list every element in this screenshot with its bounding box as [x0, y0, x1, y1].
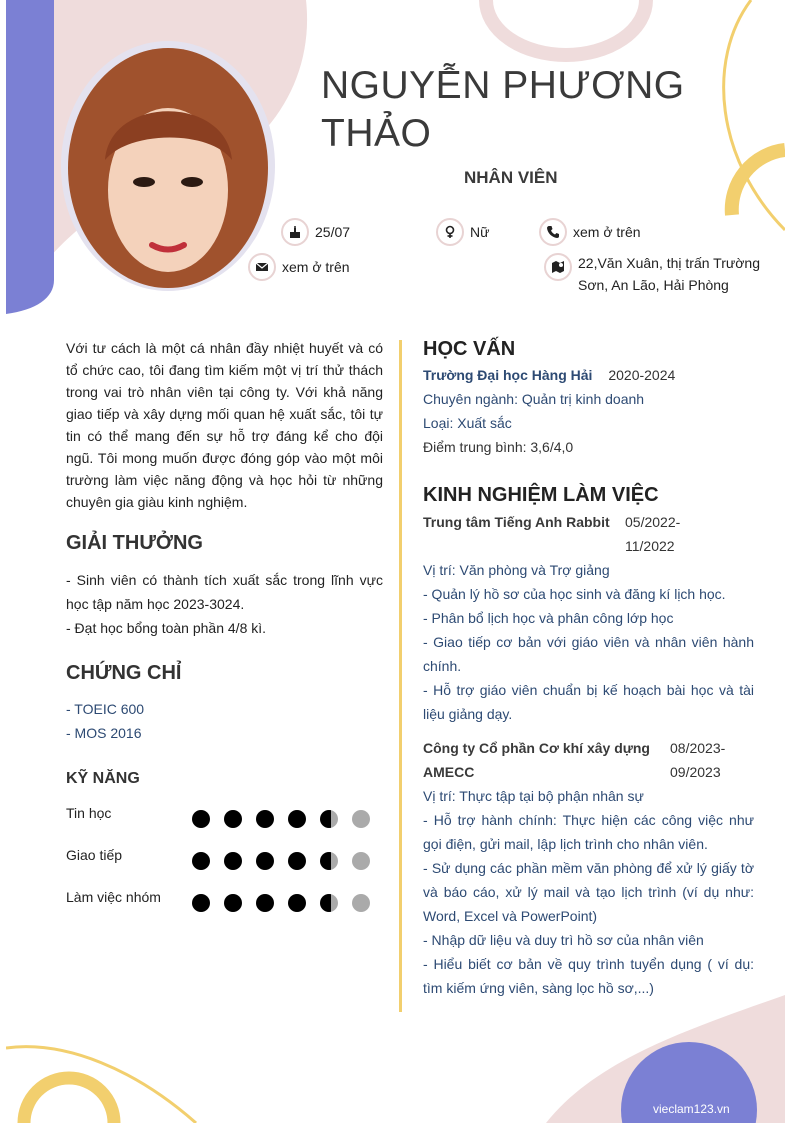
education-header: [423, 363, 754, 387]
contact-email: [248, 253, 350, 281]
skill-dot-full: [192, 852, 210, 870]
phone-value: xem ở trên: [573, 224, 641, 240]
job-header: [423, 736, 754, 784]
email-value: xem ở trên: [282, 259, 350, 275]
skill-label: Tin học: [66, 805, 112, 821]
skill-dot-half: [320, 810, 338, 828]
job-entry: [423, 736, 754, 1000]
skill-dot-empty: [352, 810, 370, 828]
award-item: - Đạt học bổng toàn phần 4/8 kì.: [66, 620, 267, 636]
job-company-line-2: AMECC: [423, 764, 475, 780]
certificate-item: - TOEIC 600: [66, 701, 145, 717]
skill-dot-empty: [352, 894, 370, 912]
job-header: [423, 510, 754, 558]
education-rank: Loại: Xuất sắc: [423, 415, 512, 431]
job-position: Vị trí: Thực tập tại bộ phận nhân sự: [423, 788, 644, 804]
skill-row: [66, 889, 386, 913]
job-company: Trung tâm Tiếng Anh Rabbit: [423, 514, 610, 530]
contact-phone: [539, 218, 641, 246]
skill-rating: [192, 894, 384, 912]
skill-dot-half: [320, 894, 338, 912]
column-divider: [399, 340, 402, 1012]
education-heading: HỌC VẤN: [423, 338, 516, 360]
cake-icon: [281, 218, 309, 246]
job-position: Vị trí: Văn phòng và Trợ giảng: [423, 562, 610, 578]
skills-heading: KỸ NĂNG: [66, 770, 140, 787]
contact-address: [544, 253, 760, 296]
footer-brand[interactable]: vieclam123.vn: [653, 1102, 730, 1116]
skill-dot-full: [224, 894, 242, 912]
job-entry: [423, 510, 754, 726]
skill-dot-full: [192, 894, 210, 912]
map-icon: [544, 253, 572, 281]
mail-icon: [248, 253, 276, 281]
job-company-line-1: Công ty Cổ phần Cơ khí xây dựng: [423, 740, 650, 756]
job-task: - Phân bổ lịch học và phân công lớp học: [423, 610, 674, 626]
job-task: - Hỗ trợ hành chính: Thực hiện các công việc như gọi điện, gửi mail, lập lịch trình cho nhân viên.: [423, 812, 754, 852]
skill-dot-half: [320, 852, 338, 870]
name-line-2: THẢO: [321, 112, 432, 155]
name-line-1: NGUYỄN PHƯƠNG: [321, 64, 685, 107]
education-block: [423, 363, 754, 459]
education-period: 2020-2024: [608, 367, 676, 383]
skill-dot-full: [256, 894, 274, 912]
job-task: - Quản lý hồ sơ của học sinh và đăng kí lịch học.: [423, 586, 726, 602]
skill-rating: [192, 810, 384, 828]
skill-dot-full: [288, 852, 306, 870]
skill-rating: [192, 852, 384, 870]
skill-dot-full: [256, 810, 274, 828]
contact-birthday: [281, 218, 350, 246]
job-task: - Hỗ trợ giáo viên chuẩn bị kế hoạch bài học và tài liệu giảng dạy.: [423, 682, 754, 722]
profile-photo: [60, 40, 280, 292]
contact-gender: [436, 218, 489, 246]
award-item: - Sinh viên có thành tích xuất sắc trong lĩnh vực học tập năm học 2023-3024.: [66, 572, 383, 612]
skill-dot-full: [192, 810, 210, 828]
job-task: - Giao tiếp cơ bản với giáo viên và nhân viên hành chính.: [423, 634, 754, 674]
experience-heading: KINH NGHIỆM LÀM VIỆC: [423, 484, 659, 506]
skill-dot-full: [224, 852, 242, 870]
job-task: - Nhập dữ liệu và duy trì hồ sơ của nhân viên: [423, 932, 704, 948]
certificate-item: - MOS 2016: [66, 725, 142, 741]
skill-dot-full: [288, 810, 306, 828]
address-value: [578, 252, 760, 296]
career-summary: Với tư cách là một cá nhân đầy nhiệt huyết và có tổ chức cao, tôi đang tìm kiếm một vị trí thử thách trong vai trò nhân viên tại công ty. Với khả năng giao tiếp và xây dựng mối quan hệ xuất sắc, tôi tự tin có thể mang đến sự hỗ trợ đáng kể cho đội ngũ. Tôi mong muốn được đóng góp vào một môi trường làm việc năng động và học hỏi từ những chuyên gia giàu kinh nghiệm.: [66, 340, 383, 510]
job-task: - Sử dụng các phần mềm văn phòng để xử lý giấy tờ và báo cáo, xử lý mail và tạo lịch trình (ví dụ như: Word, Excel và PowerPoint): [423, 860, 754, 924]
skill-dot-full: [256, 852, 274, 870]
skill-dot-full: [224, 810, 242, 828]
job-start: 08/2023-: [670, 740, 726, 756]
job-end: 11/2022: [625, 538, 675, 554]
job-start: 05/2022-: [625, 514, 681, 530]
skill-row: [66, 847, 386, 871]
education-major: Chuyên ngành: Quản trị kinh doanh: [423, 391, 645, 407]
school-name: Trường Đại học Hàng Hải: [423, 367, 593, 383]
birthday-value: 25/07: [315, 224, 351, 240]
address-line-2: Sơn, An Lão, Hải Phòng: [578, 277, 729, 293]
skill-dot-empty: [352, 852, 370, 870]
skill-dot-full: [288, 894, 306, 912]
candidate-name: [321, 62, 685, 158]
job-end: 09/2023: [670, 764, 721, 780]
certificates-heading: CHỨNG CHỈ: [66, 662, 182, 684]
awards-list: [66, 568, 383, 640]
cv-page: [6, 0, 785, 1123]
job-task: - Hiểu biết cơ bản về quy trình tuyển dụng ( ví dụ: tìm kiếm ứng viên, sàng lọc hồ sơ,...): [423, 956, 754, 996]
skill-label: Làm việc nhóm: [66, 889, 161, 905]
gender-value: Nữ: [470, 224, 490, 240]
skill-row: [66, 805, 386, 829]
gender-icon: [436, 218, 464, 246]
job-title: NHÂN VIÊN: [464, 168, 558, 187]
certificates-list: [66, 697, 383, 745]
address-line-1: 22,Văn Xuân, thị trấn Trường: [578, 255, 760, 271]
awards-heading: GIẢI THƯỞNG: [66, 532, 203, 554]
skill-label: Giao tiếp: [66, 847, 123, 863]
education-gpa: Điểm trung bình: 3,6/4,0: [423, 439, 574, 455]
phone-icon: [539, 218, 567, 246]
